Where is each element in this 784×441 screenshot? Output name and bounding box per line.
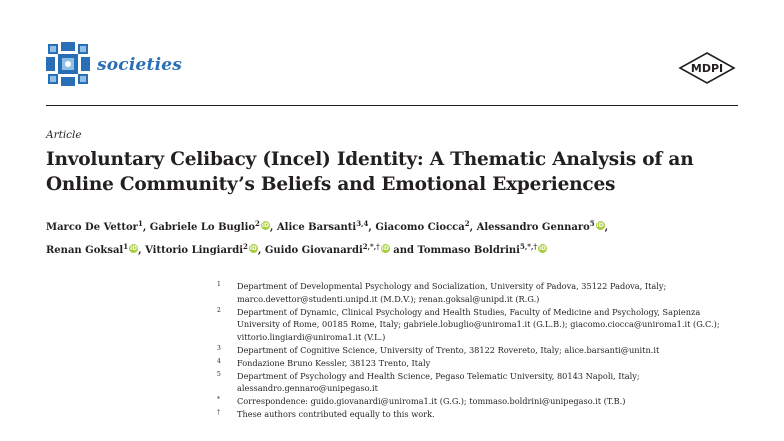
author-affil-sup: 2,*,†: [362, 242, 380, 251]
author-affil-sup: 3,4: [356, 219, 369, 228]
author-separator: ,: [269, 222, 277, 233]
societies-logo-icon: [46, 42, 90, 86]
publisher-logo-text: MDPI: [690, 62, 724, 75]
orcid-icon[interactable]: iD: [261, 222, 269, 229]
author-name[interactable]: Tommaso Boldrini: [417, 245, 520, 256]
affiliation-item: [217, 344, 737, 357]
article-type: Article: [46, 129, 82, 141]
affiliation-item: [217, 357, 737, 370]
equal-contribution-text: These authors contributed equally to this work.: [237, 408, 435, 419]
article-title: Involuntary Celibacy (Incel) Identity: A Thematic Analysis of an Online Community’s Beliefs and Emotional Experiences: [46, 149, 694, 195]
author-name[interactable]: Marco De Vettor: [46, 222, 138, 233]
author-affil-sup: 5,*,†: [519, 242, 538, 251]
author-list: [46, 214, 746, 260]
affiliation-mark: †: [217, 408, 220, 416]
affiliation-item: [217, 280, 737, 306]
author-line-1: [46, 214, 746, 237]
orcid-icon[interactable]: iD: [249, 245, 257, 252]
affiliation-item: [217, 306, 737, 344]
affiliation-text: Fondazione Bruno Kessler, 38123 Trento, Italy: [237, 357, 431, 368]
author-separator: and: [389, 245, 418, 256]
affiliation-text: Department of Dynamic, Clinical Psychology and Health Studies, Faculty of Medicine and Psychology, Sapienza University of Rome, 00185 Rome, Italy; gabriele.lobuglio@uniroma1.it (G.L.B.); giacomo.ciocca@uniroma1.it (G.C.); vittorio.lingiardi@uniroma1.it (V.L.): [237, 306, 720, 343]
author-name[interactable]: Alessandro Gennaro: [476, 222, 590, 233]
affiliation-text: Department of Psychology and Health Science, Pegaso Telematic University, 80143 Napoli, Italy; alessandro.gennaro@unipegaso.it: [237, 370, 640, 394]
affiliation-mark: 1: [217, 281, 221, 288]
header-divider: [46, 105, 738, 106]
author-separator: ,: [257, 245, 265, 256]
mdpi-logo-icon: [678, 52, 736, 84]
page-header: [0, 0, 784, 108]
author-name[interactable]: Giacomo Ciocca: [375, 222, 465, 233]
affiliation-mark: 5: [217, 370, 221, 378]
author-name[interactable]: Renan Goksal: [46, 245, 124, 256]
author-name[interactable]: Guido Giovanardi: [264, 245, 363, 256]
equal-contribution-note: [217, 408, 737, 421]
affiliation-item: [217, 370, 737, 396]
author-affil-sup: 2: [243, 242, 248, 251]
author-name[interactable]: Gabriele Lo Buglio: [149, 222, 256, 233]
author-affil-sup: 1: [137, 219, 143, 228]
orcid-icon[interactable]: iD: [130, 245, 138, 252]
author-affil-sup: 2: [255, 219, 260, 228]
affiliation-text: Department of Developmental Psychology and Socialization, University of Padova, 35122 Padova, Italy; marco.devettor@studenti.unipd.it (M.D.V.); renan.goksal@unipd.it (R.G.): [237, 281, 667, 304]
affiliation-mark: 2: [217, 306, 221, 314]
author-name[interactable]: Vittorio Lingiardi: [145, 245, 244, 256]
affiliation-mark: 3: [217, 344, 221, 352]
affiliation-list: [217, 280, 737, 421]
author-separator: ,: [368, 222, 376, 233]
author-separator: ,: [142, 222, 150, 233]
author-name[interactable]: Alice Barsanti: [276, 222, 357, 233]
orcid-icon[interactable]: iD: [381, 245, 389, 252]
author-line-2: [46, 237, 746, 260]
author-separator: ,: [138, 245, 146, 256]
orcid-icon[interactable]: iD: [539, 245, 547, 252]
journal-name: societies: [97, 55, 183, 75]
affiliation-mark: *: [217, 396, 220, 404]
author-affil-sup: 2: [464, 219, 470, 228]
author-affil-sup: 1: [123, 242, 129, 251]
affiliation-mark: 4: [217, 357, 221, 365]
orcid-icon[interactable]: iD: [596, 222, 604, 229]
correspondence-text: Correspondence: guido.giovanardi@uniroma1.it (G.G.); tommaso.boldrini@unipegaso.it (T.B.): [237, 396, 626, 407]
author-affil-sup: 5: [589, 219, 595, 228]
correspondence-item: [217, 395, 737, 408]
affiliation-text: Department of Cognitive Science, University of Trento, 38122 Rovereto, Italy; alice.barsanti@unitn.it: [237, 344, 660, 355]
author-separator: ,: [469, 222, 477, 233]
author-separator: ,: [604, 222, 609, 233]
